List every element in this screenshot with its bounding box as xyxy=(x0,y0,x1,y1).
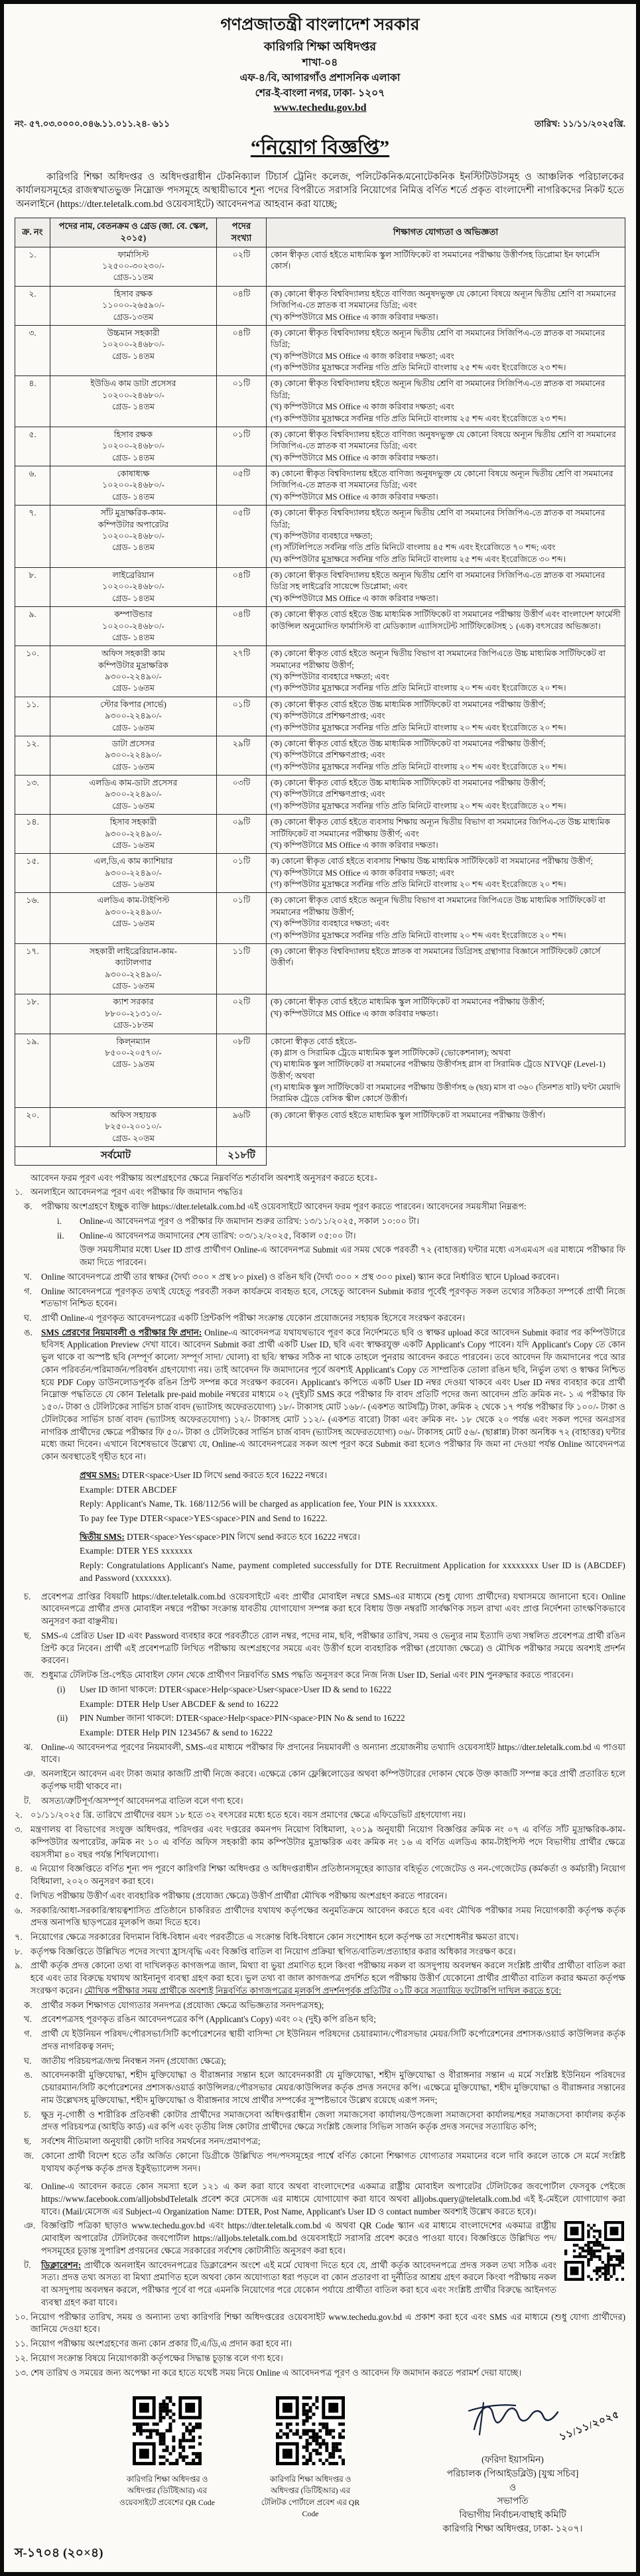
directorate-name: কারিগরি শিক্ষা অধিদপ্তর xyxy=(263,39,377,53)
instruction-marker: ঘ. xyxy=(24,2055,32,2066)
instruction-item xyxy=(57,1469,625,1482)
instruction-item xyxy=(24,2013,625,2026)
instruction-marker: গ. xyxy=(24,2029,32,2039)
instruction-item xyxy=(24,2135,625,2148)
serial-cell: ১৯. xyxy=(15,1034,50,1107)
instruction-item xyxy=(15,2352,625,2365)
instructions xyxy=(15,1172,625,2380)
instruction-item xyxy=(15,2367,625,2380)
table-row xyxy=(15,854,625,893)
instruction-item xyxy=(24,1669,625,1682)
post-count-cell: ০১টি xyxy=(217,893,267,944)
qualification-cell: (ক) কোনো স্বীকৃত বিশ্ববিদ্যালয় হইতে বাণিজ্য অনুষদভুক্ত যে কোনো বিষয়ে অন্যূন দ্বিতীয় শ্রেণি বা সমমানের সিজিপিএ-তে স্নাতক বা সমমানের ডিগ্রি; এবং (খ) কম্পিউটারে MS Office এ কাজ করিবার দক্ষতা। xyxy=(267,427,625,466)
post-name-cell: এল,ডি,এ কাম ক্যাশিয়ার ৯৩০০-২২৪৯০/- গ্রেড- ১৬তম xyxy=(50,854,217,893)
instruction-text: নিয়োগ পরীক্ষায় অংশগ্রহণের জন্য কোন প্রকার টি,এ/ডি,এ প্রদান করা হবে না। xyxy=(31,2339,292,2349)
instruction-item xyxy=(24,2000,625,2012)
serial-cell: ৫. xyxy=(15,427,50,466)
instruction-item xyxy=(57,1531,625,1544)
post-name-cell: হিসাব সহকারী ৯৩০০-২২৪৯০/- গ্রেড- ১৬তম xyxy=(50,815,217,854)
address-line-1: এফ-৪/বি, আগারগাঁও প্রশাসনিক এলাকা xyxy=(239,72,401,84)
qualification-cell: ক) কোনো স্বীকৃত বিশ্ববিদ্যালয় হইতে বাণিজ্য অনুষদভুক্ত যে কোনো বিষয়ে অন্যূন দ্বিতীয় শ্রেণি বা সমমানের সিজিপিএ-তে স্নাতক বা সমমানের ডিগ্রি; এবং (খ) কম্পিউটারে MS Office এ কাজ করিবার দক্ষতা। xyxy=(267,466,625,506)
qualification-cell: (ক) কোনো স্বীকৃত বোর্ড হইতে মাধ্যমিক স্কুল সার্টিফিকেট বা সমমানের পরীক্ষায় উত্তীর্ণ। xyxy=(267,1107,625,1146)
serial-cell: ১৩. xyxy=(15,776,50,815)
post-count-cell: ০১টি xyxy=(217,854,267,893)
table-row xyxy=(15,286,625,325)
intro-paragraph: কারিগরি শিক্ষা অধিদপ্তর ও অধিদপ্তরাধীন টেকনিক্যাল টিচার্স ট্রেনিং কলেজ, পলিটেকনিক/মনোটেকনিক ইনস্টিটিউটসমূহ ও আঞ্চলিক পরিচালকের কার্যালয়সমূহের রাজস্বখাতভুক্ত নিম্নোক্ত পদসমূহে অস্থায়ীভাবে শূন্য পদের বিপরীতে সরাসরি নিয়োগের নিমিত্ত বর্ণিত শর্তে প্রকৃত বাংলাদেশী নাগরিকদের নিকট হতে অনলাইনে (https://dter.teletalk.com.bd ওয়েবসাইটে) আবেদনপত্র আহবান করা যাচ্ছে; xyxy=(16,171,624,210)
post-name-cell: লাইব্রেরিয়ান ১০২০০-২৪৬৮০/- গ্রেড- ১৪তম xyxy=(50,568,217,607)
instruction-text: সরকারি/আধা-সরকারি/স্বায়ত্বশাসিত প্রতিষ্ঠানে চাকরিরত প্রার্থীদের যথাযথ কর্তৃপক্ষের অনুমতিক্রমে আবেদন করতে হবে এবং মৌখিক পরীক্ষার সময় নিয়োগকারী কর্তৃপক্ষ কর্তৃক প্রদত্ত অনাপত্তি ছাড়পত্রের মূলকপি জমা দিতে হবে। xyxy=(31,1905,625,1928)
qualification-cell: (ক) কোনো স্বীকৃত বিশ্ববিদ্যালয় হইতে অন্যূন দ্বিতীয় শ্রেণি বা সমমানের সিজিপিএ-তে স্নাতক বা সমমানের ডিগ্রি; (খ) কম্পিউটার ব্যবহারে দক্ষতা; (গ) সাঁটলিপিতে সর্বনিম্ন গতি প্রতি মিনিটে বাংলায় ৪৫ শব্দ এবং ইংরেজিতে ৭০ শব্দ; এবং (ঘ) কম্পিউটার মুদ্রাক্ষরে সর্বনিম্ন গতি প্রতি মিনিটে বাংলায় ২৫ শব্দ এবং ইংরেজিতে ৩০ শব্দ। xyxy=(267,506,625,568)
serial-cell: ২. xyxy=(15,286,50,325)
instruction-lead: দ্বিতীয় SMS: xyxy=(80,1531,125,1542)
post-name-cell: হিসাব রক্ষক ১১০০০-২৬৫৯০/- গ্রেড-১৩তম xyxy=(50,286,217,325)
qualification-cell: (ক) কোনো স্বীকৃত বোর্ড হইতে উচ্চ মাধ্যমিক সার্টিফিকেট বা সমমানের পরীক্ষায় উত্তীর্ণ; (খ) কম্পিউটারে প্রশিক্ষণপ্রাপ্ত; এবং (গ) কম্পিউটার মুদ্রাক্ষরে সর্বনিম্ন গতি প্রতি মিনিটে বাংলায় ২০ শব্দ এবং ইংরেজিতে ২০ শব্দ। xyxy=(267,776,625,815)
qualification-cell: (ক) কোনো স্বীকৃত বিশ্ববিদ্যালয় হইতে স্নাতক বা সমমানের ডিগ্রিসহ গ্রন্থাগার বিজ্ঞানে সার্টিফিকেট কোর্সে উত্তীর্ণ। xyxy=(267,943,625,994)
post-count-cell: ০২টি xyxy=(217,247,267,286)
signature-date: ১১/১১/২০২৫ xyxy=(558,2409,621,2443)
instruction-item xyxy=(24,1312,625,1325)
serial-cell: ১৫. xyxy=(15,854,50,893)
instruction-item xyxy=(24,2109,625,2134)
serial-cell: ১২. xyxy=(15,736,50,775)
instruction-marker: ঘ. xyxy=(24,1312,32,1323)
instruction-marker: ঞ. xyxy=(24,2220,36,2231)
serial-cell: ৩. xyxy=(15,325,50,376)
serial-cell: ৪. xyxy=(15,376,50,427)
table-row xyxy=(15,568,625,607)
instruction-text: প্রার্থীকে অনলাইন আবেদনপত্রের ডিক্লারেশন অংশে এই মর্মে ঘোষণা দিতে হবে যে, প্রার্থী কর্তৃক আবেদনপত্রে প্রদত্ত সকল তথ্য সঠিক এবং সত্য। প্রদত্ত তথ্য অসত্য বা মিথ্যা প্রমাণিত হলে অথবা কোন অযোগ্যতা ধরা পড়লে বা কোন প্রতারণা বা দুর্নীতির আশ্রয় গ্রহণ করলে কিংবা পরীক্ষায় নকল বা অসদুপায় অবলম্বন করলে, পরীক্ষার পূর্বে বা পরে এমনকি নিয়োগের পরে যেকোন পর্যায়ে প্রার্থীতা বাতিল করা হবে এবং সংশ্লিষ্ট প্রার্থীর বিরুদ্ধে আইনগত ব্যবস্থা গ্রহণ করা যাবে। xyxy=(41,2260,557,2307)
qr-code-icon xyxy=(133,2396,202,2469)
positions-table-body xyxy=(15,247,625,1165)
instruction-marker: চ. xyxy=(24,1591,31,1601)
qualification-cell: (ক) কোনো স্বীকৃত বোর্ড হইতে অন্যূন দ্বিতীয় বিভাগ বা সমমানের জিপিএতে উচ্চ মাধ্যমিক সার্টিফিকেট বা সমমানের পরীক্ষায় উত্তীর্ণ; (খ) কম্পিউটার ব্যবহারে দক্ষতা; এবং (গ) কম্পিউটার মুদ্রাক্ষরে সর্বনিম্ন গতি প্রতি মিনিটে বাংলায় ২০ শব্দ এবং ইংরেজিতে ২০ শব্দ। xyxy=(267,893,625,944)
instruction-item xyxy=(57,1244,625,1268)
signatory-name: (ফরিদা ইয়াসমিন) xyxy=(481,2455,544,2465)
instruction-text: আবেদনকারী মুক্তিযোদ্ধা, শহীদ মুক্তিযোদ্ধা ও বীরাঙ্গনার সন্তান হলে আবেদনকারী যে মুক্তিযোদ্ধা, শহীদ মুক্তিযোদ্ধা ও বীরাঙ্গনার সন্তান এ মর্মে সংশ্লিষ্ট ইউনিয়ন পরিষদের চেয়ারম্যান/সিটি কর্পোরেশনের প্রশাসক/ওয়ার্ড কাউন্সিলর/পৌরসভার মেয়র/কাউন্সিলর কর্তৃক প্রদত্ত সনদের কপি। এক্ষেত্রে মুক্তিযোদ্ধা, শহীদ মুক্তিযোদ্ধা ও বীরাঙ্গনার সন্তানের নাম উল্লেখসহ মুক্তিযোদ্ধা, শহীদ মুক্তিযোদ্ধা ও বীরাঙ্গনার সাথে প্রার্থীর সম্পর্কের সুস্পষ্টভাবে উল্লেখ রয়েছে এরূপ সনদ; xyxy=(41,2070,625,2105)
instruction-item xyxy=(24,1591,625,1628)
instruction-text: ক্ষুদ্র নৃ-গোষ্ঠী ও শারীরিক প্রতিবন্ধী কোটার প্রার্থীদের সমাজসেবা অধিদপ্তরাধীন জেলা সমাজসেবা কার্যালয়/উপজেলা সমাজসেবা কার্যালয়/শহর সমাজসেবা কার্যালয় কর্তৃক প্রদত্ত পরিচয়পত্র (আইডি কার্ড) এর কপি এবং তৃতীয় লিঙ্গ কোটার প্রার্থীদের ক্ষেত্রে সংশ্লিষ্ট জেলার সিভিল সার্জন কর্তৃক প্রদত্ত সনদের সত্যায়িত কপি; xyxy=(41,2109,625,2132)
qualification-cell: (ক) কোনো স্বীকৃত বিশ্ববিদ্যালয় হইতে অন্যূন দ্বিতীয় শ্রেণি বা সমমানের সিজিপিএ-তে স্নাতক বা সমমানের ডিগ্রি; (খ) কম্পিউটারে MS Office এ কাজ করিবার দক্ষতা; এবং (গ) কম্পিউটার মুদ্রাক্ষরে সর্বনিম্ন গতি প্রতি মিনিটে বাংলায় ২৫ শব্দ এবং ইংরেজিতে ২৩ শব্দ। xyxy=(267,325,625,376)
post-name-cell: এলডিএ কাম-ডাটা প্রসেসর ৯৩০০-২২৪৯০/- গ্রেড- ১৬তম xyxy=(50,776,217,815)
table-row xyxy=(15,466,625,506)
government-title: গণপ্রজাতন্ত্রী বাংলাদেশ সরকার xyxy=(220,16,420,34)
instruction-marker: ১২. xyxy=(15,2352,29,2363)
post-count-cell: ০১টি xyxy=(217,697,267,736)
instruction-text: To pay fee Type DTER<space>YES<space>PIN and Send to 16222. xyxy=(80,1513,328,1523)
instruction-text: মন্ত্রণালয় বা বিভাগের সংযুক্ত অধিদপ্তর, পরিদপ্তর এবং দপ্তরের কমনপদ নিয়োগ বিধিমালা, ২০১৯ অনুযায়ী নিয়োগ বিজ্ঞপ্তির ক্রমিক নং ০৭ এ বর্ণিত সাঁট মুদ্রাক্ষরিক-কাম-কম্পিউটার অপারেটর, ক্রমিক নং ১০ এ বর্ণিত অফিস সহকারী কাম কম্পিউটার মুদ্রাক্ষরিক এবং ক্রমিক নং ১৬ এ বর্ণিত এলডিএ কাম-টাইপিস্ট পদে বিভাগীয় প্রার্থীর ক্ষেত্রে বয়সসীমা ৪০ বছর পর্যন্ত শিথিলযোগ্য। xyxy=(31,1824,625,1860)
qr-caption: কারিগরি শিক্ষা অধিদপ্তর ও অধিদপ্তর (ডিটিইআর) এর ওয়েবসাইটে প্রবেশের QR Code xyxy=(119,2474,215,2507)
instruction-marker: i. xyxy=(57,1215,62,1226)
instruction-item xyxy=(57,1498,625,1511)
instruction-item xyxy=(15,1946,625,1958)
post-name-cell: কম্পাউন্ডার ১০২০০-২৪৬৮০/- গ্রেড- ১৪তম xyxy=(50,607,217,646)
instruction-text: Online-এ আবেদনপত্র যথাযথভাবে পূরণ করে নির্দেশমতে ছবি ও স্বাক্ষর upload করে আবেদন Submit করার পর কম্পিউটারে ছবিসহ Application Preview দেখা যাবে। আবেদন Submit করা প্রার্থী একটি User ID, ছবি এবং স্বাক্ষরযুক্ত একটি Applicant's Copy পাবেন। যদি Applicant's Copy তে কোন ভুল থাকে বা অস্পষ্ট ছবি (সম্পূর্ণ কালো/ সম্পূর্ণ সাদা/ ঘোলা) বা ছবি/ স্বাক্ষর সঠিক না থাকে তাহলে পুনরায় আবেদন করতে পারবেন। তবে আবেদন ফি জমাদানের পরে আর কোন পরিবর্তন/পরিমার্জন/পরিবর্ধন গ্রহণযোগ্য নয়। তাই আবেদন ফি জমাদানের পূর্বে অবশ্যই Applicant's Copy তে সাম্প্রতিক তোলা রঙিন ছবি, নির্ভুল তথ্য ও স্বাক্ষর নিশ্চিত হয়ে PDF Copy ডাউনলোডপূর্বক রঙিন প্রিন্ট সম্পন্ন করে সংরক্ষণ করবেন। Applicant's কপিতে একটি User ID নম্বর দেওয়া থাকবে এবং User ID নম্বর ব্যবহার করে প্রার্থী নিম্নোক্ত পদ্ধতিতে যে কোন Teletalk pre-paid mobile নম্বরের মাধ্যমে ০২ (দুই)টি SMS করে পরীক্ষার ফি বাবদ প্রতিটি পদের জন্য আবেদন প্রতি ক্রমিক নং- ১ এ পরীক্ষার ফি ১৫০/- টাকা ও টেলিটকের সার্ভিস চার্জ বাবদ (ভ্যাটসহ অফেরতযোগ্য) ১৮/- টাকাসহ মোট ১৬৮/- (একশত আটষট্টি) টাকা, ক্রমিক ২ থেকে ১৭ পর্যন্ত পরীক্ষার ফি ১০০/- টাকা ও টেলিটকের সার্ভিস চার্জ বাবদ (ভ্যাটসহ অফেরতযোগ্য) ১২/- টাকাসহ মোট ১১২/- (একশত বারো) টাকা এবং ক্রমিক নং- ১৮ থেকে ২০ পর্যন্ত এবং সকল পদের অনগ্রসর নাগরিক প্রার্থীদের ক্ষেত্রে পরীক্ষার ফি ৫০/- টাকা ও টেলিটকের সার্ভিস চার্জ বাবদ (ভ্যাটসহ অফেরতযোগ্য) ০৬/- টাকাসহ মোট ৫৬/- (ছাপ্পান্ন) টাকা অনধিক ৭২ (বাহাত্তর) ঘন্টার মধ্যে জমা দিবেন। এখানে বিশেষভাবে উল্লেখ্য যে, Online-এ আবেদনপত্রের সকল অংশ পূরণ করে Submit করা হলেও পরীক্ষার ফি জমা না দেওয়া পর্যন্ত Online আবেদনপত্র কোন অবস্থাতেই গৃহীত হবে না। xyxy=(41,1327,625,1462)
serial-cell: ৬. xyxy=(15,466,50,506)
instruction-marker: খ. xyxy=(24,2014,32,2025)
qualification-cell: (ক) কোনো স্বীকৃত বোর্ড হইতে উচ্চ মাধ্যমিক সার্টিফিকেট বা সমমানের পরীক্ষায় উত্তীর্ণ এবং বাংলাদেশ ফার্মেসী কাউন্সিল অনুমোদিত ফার্মাসিস্ট বা মেডিক্যাল এ্যাসিসটেন্ট সার্টিফিকেটসহ ১ (এক) বৎসরের অভিজ্ঞতা। xyxy=(267,607,625,646)
instruction-text: অসত্য/ত্রুটিপূর্ণ/অসম্পূর্ণ আবেদনপত্র বাতিল বলে গণ্য হবে। xyxy=(41,1795,243,1806)
instruction-item xyxy=(24,2150,625,2175)
instruction-item xyxy=(24,2220,625,2257)
col-post: পদের নাম, বেতনক্রম ও গ্রেড (জা. বে. স্কেল, ২০১৫) xyxy=(50,218,217,247)
instruction-marker: ৬. xyxy=(15,1905,23,1915)
qualification-cell: (ক) কোনো স্বীকৃত বোর্ড হইতে ব্যবসায় শিক্ষায় অন্যূন দ্বিতীয় বিভাগ বা সমমানের জিপিএ-তে উচ্চ মাধ্যমিক সার্টিফিকেট বা সমমানের পরীক্ষায় উত্তীর্ণ; এবং (খ) কম্পিউটারে MS Office এ কাজ করিবার দক্ষতা। xyxy=(267,815,625,854)
post-name-cell: কিল্নম্যান ৮৫০০-২০৫৭০/- গ্রেড- ১৯তম xyxy=(50,1034,217,1107)
instruction-marker: ক. xyxy=(24,2000,32,2010)
post-count-cell: ০৯টি xyxy=(217,815,267,854)
instruction-item xyxy=(24,1630,625,1667)
notice-date: তারিখ: ১১/১১/২০২৫খ্রি. xyxy=(535,118,625,129)
instruction-lead: ডিক্লারেশন: xyxy=(41,2260,82,2270)
instruction-item xyxy=(57,1545,625,1558)
signature-block xyxy=(400,2396,625,2536)
signatory-designation: পরিচালক (পিআইডব্লিউ) [যুগ্ম সচিব] xyxy=(446,2468,579,2478)
signatory-role: সভাপতি xyxy=(497,2496,529,2506)
qr-caption: কারিগরি শিক্ষা অধিদপ্তর ও অধিদপ্তর (ডিটিইআর) এর টেলিটক পোর্টালে প্রবেশ এর QR Code xyxy=(261,2474,360,2518)
signatory-office: কারিগরি শিক্ষা অধিদপ্তর, ঢাকা- ১২০৭। xyxy=(442,2523,583,2534)
total-count: ২১৮টি xyxy=(217,1146,267,1165)
instruction-item xyxy=(24,1795,625,1808)
signatory-and: ও xyxy=(509,2482,517,2492)
post-name-cell: অফিস সহায়ক ৮২৫০-২০০১০/- গ্রেড- ২০তম xyxy=(50,1107,217,1146)
instruction-marker: ক. xyxy=(24,1201,32,1212)
instruction-lead: প্রথম SMS: xyxy=(80,1469,120,1480)
instruction-item xyxy=(24,2069,625,2106)
instruction-marker: ৪. xyxy=(15,1864,23,1874)
instruction-marker: ছ. xyxy=(24,1630,32,1641)
instruction-text: Online-এ আবেদনপত্র পূরণের নিয়মাবলী, SMS-এর মাধ্যমে পরীক্ষার ফি প্রদানের নিয়মাবলী ও অন্যান্য প্রয়োজনীয় তথ্যাদি ওয়েবসাইট https://dter.teletalk.com.bd এ পাওয়া যাবে। xyxy=(41,1741,625,1765)
instruction-marker: ২. xyxy=(15,1810,23,1820)
instruction-item xyxy=(24,1741,625,1766)
instruction-text: SMS-এ প্রেরিত User ID এবং Password ব্যবহার করে পরবর্তীতে রোল নম্বর, পদের নাম, ছবি, পরীক্ষার তারিখ, সময় ও ভেন্যুর নাম ইত্যাদি তথ্য সম্বলিত প্রবেশপত্র প্রার্থী রঙিন প্রিন্ট করে নিবেন। প্রার্থী এই প্রবেশপত্রটি লিখিত পরীক্ষায় অংশগ্রহণের সময়ে এবং উত্তীর্ণ হলে ব্যবহারিক পরীক্ষা (প্রযোজ্য ক্ষেত্রে) ও মৌখিক পরীক্ষার সময়ে অবশ্যই প্রদর্শন করবেন। xyxy=(41,1630,625,1666)
instruction-text: প্রার্থী Online-এ পূরণকৃত আবেদনপত্রের একটি প্রিন্টকপি পরীক্ষা সংক্রান্ত যেকোন প্রয়োজনের সহায়ক হিসেবে সংরক্ষণ করবেন। xyxy=(41,1312,466,1323)
instruction-item xyxy=(24,2028,625,2053)
table-row xyxy=(15,427,625,466)
table-row xyxy=(15,943,625,994)
instruction-text: Online-এ আবেদন করতে কোন সমস্যা হলে ১২১ এ কল করা যাবে অথবা বাংলাদেশের একমাত্র রাষ্ট্রীয় মোবাইল অপারেটর টেলিটকের জবপোর্টাল ফেসবুক পেইজে https://www.facebook.com/alljobsbdTeletalk প্রবেশ করে মেসেজ এর মাধ্যমে যোগাযোগ করা যাবে অথবা alljobs.query@teletalk.com.bd এই ই-মেইলে যোগাযোগ করা যাবে। (Mail/মেসেজ এর Subject-এ Organization Name: DTER, Post Name, Applicant's User ID ও contact number অবশ্যই উল্লেখ করতে হবে)। xyxy=(41,2181,625,2216)
instruction-text: ০১/১১/২০২৫ খ্রি. তারিখে প্রার্থীদের বয়স ১৮ হতে ৩২ বৎসরের মধ্যে হতে হবে। বয়স প্রমাণের ক্ষেত্রে এফিডেভিট গ্রহণযোগ্য নয়। xyxy=(31,1810,466,1820)
instruction-text: আবেদন ফরম পূরণ এবং পরীক্ষায় অংশগ্রহণের ক্ষেত্রে নিম্নবর্ণিত শর্তাবলি অবশ্যই অনুসরণ করতে হবেঃ- xyxy=(31,1172,377,1183)
post-count-cell: ০৫টি xyxy=(217,506,267,568)
post-count-cell: ০৪টি xyxy=(217,568,267,607)
instruction-marker: ঙ. xyxy=(24,2070,32,2080)
post-count-cell: ০৫টি xyxy=(217,466,267,506)
instruction-marker: ১১. xyxy=(15,2339,29,2349)
qr-block-website xyxy=(114,2396,220,2519)
instruction-text: User ID জানা থাকলে: DTER<space>Help<space>User<space>User ID & send to 16222 xyxy=(80,1684,392,1694)
col-count: পদের সংখ্যা xyxy=(217,218,267,247)
total-empty xyxy=(267,1146,625,1165)
instruction-marker: জ. xyxy=(24,1670,34,1680)
instruction-item xyxy=(57,1484,625,1497)
instruction-marker: গ. xyxy=(24,1286,32,1296)
table-row xyxy=(15,506,625,568)
instruction-text: কর্তৃপক্ষ বিজ্ঞপ্তিতে উল্লিখিত পদের সংখ্যা হ্রাস/বৃদ্ধি এবং বিজ্ঞপ্তি বাতিল বা নিয়োগ প্রক্রিয়া স্থগিত/বাতিল/প্রত্যাহার করার অধিকার সংরক্ষণ করে। xyxy=(31,1946,516,1956)
post-name-cell: স্টোর কিপার (সার্ভে) ৯৩০০-২২৪৯০/- গ্রেড- ১৬তম xyxy=(50,697,217,736)
instruction-text: নিয়োগ পরীক্ষার তারিখ, সময় ও অন্যান্য তথ্য কারিগরি শিক্ষা অধিদপ্তরের ওয়েবসাইট www.techedu.gov.bd এ প্রকাশ করা হবে এবং SMS এর মাধ্যমে (শুধু যোগ্য প্রার্থীদের) জানিয়ে দেওয়া হবে। xyxy=(31,2311,625,2335)
qr-pair xyxy=(114,2396,363,2519)
instruction-text: প্রার্থী যে ইউনিয়ন পরিষদ/পৌরসভা/সিটি কর্পোরেশনের স্থায়ী বাসিন্দা সে ইউনিয়ন পরিষদের চেয়ারম্যান/পৌরসভার মেয়র/সিটি কর্পোরেশনের প্রশাসক/ওয়ার্ড কাউন্সিলর কর্তৃক প্রদত্ত নাগরিকত্ব সনদ; xyxy=(41,2029,625,2051)
memo-number: নং- ৫৭.০৩.০০০০.০৪৬.১১.০১১.২৪- ৬১১ xyxy=(15,118,170,129)
qualification-cell: (ক) কোনো স্বীকৃত বোর্ড হইতে অন্যূন দ্বিতীয় বিভাগ বা সমমানের জিপিএতে উচ্চ মাধ্যমিক সার্টিফিকেট বা সমমানের পরীক্ষায় উত্তীর্ণ; (খ) কম্পিউটার ব্যবহারে দক্ষতা; এবং (গ) কম্পিউটার মুদ্রাক্ষরে সর্বনিম্ন গতি প্রতি মিনিটে বাংলায় ২০ শব্দ এবং ইংরেজিতে ২০ শব্দ। xyxy=(267,646,625,697)
post-count-cell: ০১টি xyxy=(217,427,267,466)
instruction-item xyxy=(24,2055,625,2068)
post-count-cell: ১১টি xyxy=(217,943,267,994)
qualification-cell: (ক) কোনো স্বীকৃত বোর্ড হইতে মাধ্যমিক স্কুল সার্টিফিকেট বা সমমানের পরীক্ষায় উত্তীর্ণ; (খ) কম্পিউটারে MS Office এ কাজ করিবার দক্ষতা। xyxy=(267,994,625,1034)
post-count-cell: ২৯টি xyxy=(217,736,267,775)
instruction-item xyxy=(57,1513,625,1525)
instruction-item xyxy=(24,2181,625,2218)
serial-cell: ১. xyxy=(15,247,50,286)
instruction-marker: ঞ. xyxy=(24,1769,36,1779)
instruction-marker: ৩. xyxy=(15,1824,23,1835)
post-count-cell: ০৮টি xyxy=(217,1034,267,1107)
table-row xyxy=(15,815,625,854)
instruction-item xyxy=(24,1271,625,1284)
table-header-row xyxy=(15,218,625,247)
instruction-text: প্রবেশপত্র প্রাপ্তির বিষয়টি https://dter.teletalk.com.bd ওয়েবসাইটে এবং প্রার্থীর মোবাইল নম্বরে SMS-এর মাধ্যমে (শুধু যোগ্য প্রার্থীদের) যথাসময়ে জানানো হবে। Online আবেদনপত্রে প্রার্থীর প্রদত্ত মোবাইল নম্বরে পরীক্ষা সংক্রান্ত যাবতীয় যোগাযোগ সম্পন্ন করা হবে বিধায় উক্ত নম্বরটি সার্বক্ষণিক সচল রাখা এবং প্রাপ্ত নির্দেশনা তাৎক্ষণিকভাবে অনুসরণ করা বাঞ্ছনীয়। xyxy=(41,1591,625,1627)
instruction-text: অনলাইনে আবেদন এবং টাকা জমার কাজটি প্রার্থী নিজে করবে। এক্ষেত্রে কোন ফ্লেক্সিলোডের অথবা কম্পিউটারের দোকান থেকে উক্ত কাজটি সম্পন্ন করে প্রার্থী প্রতারিত হলে কর্তৃপক্ষ দায়ী থাকবে না। xyxy=(41,1769,625,1791)
post-name-cell: ক্যাশ সরকার ৮৮০০-২১৩১০/- গ্রেড-১৮তম xyxy=(50,994,217,1034)
table-row xyxy=(15,776,625,815)
website-link: www.techedu.gov.bd xyxy=(273,102,367,114)
serial-cell: ১৪. xyxy=(15,815,50,854)
instruction-item xyxy=(24,2260,625,2309)
instruction-marker: ট. xyxy=(24,1795,31,1806)
table-row xyxy=(15,697,625,736)
instruction-marker: (i) xyxy=(57,1684,66,1694)
instruction-text: কোনো প্রার্থী বিদেশ হতে তাঁর অর্জিত কোনো ডিগ্রীকে উল্লিখিত পদ/পদসমূহের পার্শ্বে বর্ণিত কোনো শিক্ষাগত যোগ্যতার সমমানের বলে দাবি করলে তাকে সে মর্মে সংশ্লিষ্ট যথাযথ কর্তৃপক্ষ কর্তৃক প্রদত্ত ইকুইভ্যালেন্স সনদ। xyxy=(41,2150,625,2173)
instruction-item xyxy=(15,2311,625,2336)
instruction-text: লিখিত পরীক্ষায় উত্তীর্ণ এবং ব্যবহারিক পরীক্ষায় (প্রযোজ্য ক্ষেত্রে) উত্তীর্ণ প্রার্থীরা মৌখিক পরীক্ষায় অংশগ্রহণ করতে পারবেন। xyxy=(31,1890,448,1901)
instruction-marker: ১৩. xyxy=(15,2367,29,2378)
serial-cell: ১০. xyxy=(15,646,50,697)
instruction-text: অনলাইনে আবেদনপত্র পূরণ এবং পরীক্ষার ফি জমাদান পদ্ধতিঃ xyxy=(31,1187,243,1197)
table-row xyxy=(15,1107,625,1146)
instruction-marker: ঝ. xyxy=(24,1741,33,1752)
address-line-2: শের-ই-বাংলা নগর, ঢাকা- ১২০৭ xyxy=(255,88,385,100)
instruction-text: পরীক্ষায় অংশগ্রহণে ইচ্ছুক ব্যক্তি https://dter.teletalk.com.bd এই ওয়েবসাইটে আবেদন ফরম পূরণ করতে পারবেন। আবেদনের সময়সীমা নিম্নরূপ: xyxy=(41,1201,527,1212)
instruction-text: Online-এ আবেদনপত্র পূরণ ও পরীক্ষার ফি জমাদান শুরুর তারিখ: ১৩/১১/২০২৫, সকাল ১০:০০ টা। xyxy=(80,1215,420,1226)
instruction-text: উক্ত সময়সীমার মধ্যে User ID প্রাপ্ত প্রার্থীগণ Online-এ আবেদনপত্র Submit এর সময় থেকে পরবর্তী ৭২ (বাহাত্তর) ঘন্টার মধ্যে এসএমএস এর মাধ্যমে পরীক্ষার ফি জমা দিতে পারবেন। xyxy=(80,1245,625,1268)
instruction-text: Online-এ আবেদনপত্র জমাদানের শেষ তারিখ: ০৩/১২/২০২৫, বিকাল ০৫:০০ টা। xyxy=(80,1230,356,1241)
instruction-item xyxy=(15,1172,625,1185)
qualification-cell: (ক) কোনো স্বীকৃত বিশ্ববিদ্যালয় হইতে বাণিজ্য অনুষদভুক্ত যে কোনো বিষয়ে অন্যূন দ্বিতীয় শ্রেণি বা সমমানের সিজিপিএ-তে স্নাতক বা সমমানের ডিগ্রি; এবং (খ) কম্পিউটারে MS Office এ কাজ করিবার দক্ষতা। xyxy=(267,286,625,325)
instruction-text: বিজ্ঞপ্তিটি পত্রিকা ছাড়াও www.techedu.gov.bd এবং https://dter.teletalk.com.bd এ অথবা QR Code স্ক্যান এর মাধ্যমে বাংলাদেশের একমাত্র রাষ্ট্রীয় মোবাইল অপারেটর টেলিটকের জবপোর্টাল https://alljobs.teletalk.com.bd ওয়েবসাইটে সরাসরি প্রবেশ করেও পাওয়া যাবে। বিজ্ঞপ্তিতে উল্লিখিত পদ/পদসমূহের চূড়ান্ত সুপারিশ প্রণয়নের ক্ষেত্রে সরকারের সর্বশেষ কোটানীতি অনুসরণ করা হবে। xyxy=(41,2220,556,2256)
qualification-cell: কোনো স্বীকৃত বোর্ড হইতে- (ক) গ্লাস ও সিরামিক ট্রেডে মাধ্যমিক স্কুল সার্টিফিকেট (ভোকেশনাল); অথবা (খ) মাধ্যমিক স্কুল সার্টিফিকেট বা সমমানের পরীক্ষায় উত্তীর্ণসহ গ্লাস বা সিরামিক ট্রেডে NTVQF (Level-1) উত্তীর্ণ; অথবা (গ) মাধ্যমিক স্কুল সার্টিফিকেট বা সমমানের পরীক্ষায় উত্তীর্ণসহ ৬ (ছয়) মাস বা ৩৬০ (তিনশত ষাট) ঘন্টা মেয়াদি সিরামিক ট্রেডে বেসিক স্কীল কোর্সে উত্তীর্ণ। xyxy=(267,1034,625,1107)
qualification-cell: (ক) কোনো স্বীকৃত বোর্ড হইতে উচ্চ মাধ্যমিক সার্টিফিকেট বা সমমানের পরীক্ষায় উত্তীর্ণ; (খ) কম্পিউটারে প্রশিক্ষণপ্রাপ্ত; এবং (গ) কম্পিউটার মুদ্রাক্ষরে সর্বনিম্ন গতি প্রতি মিনিটে বাংলায় ২০ শব্দ এবং ইংরেজিতে ২০ শব্দ। xyxy=(267,736,625,775)
instruction-text: Online আবেদনপত্রে পূরণকৃত তথ্যই যেহেতু পরবর্তী সকল কার্যক্রমে ব্যবহৃত হবে, সেহেতু আবেদন Submit করার পূর্বেই পূরণকৃত সকল তথ্যের সঠিকতা সম্পর্কে প্রার্থী নিজে শতভাগ নিশ্চিত হবেন। xyxy=(41,1286,625,1309)
instruction-marker: ছ. xyxy=(24,2136,32,2147)
instruction-marker: চ. xyxy=(24,2109,31,2120)
instruction-text: Reply: Congratulations Applicant's Name, payment completed successfully for DTE Recruitment Application for xxxxxxxx User ID is (ABCDEF) and Password (xxxxxxx). xyxy=(80,1560,625,1583)
serial-cell: ১৬. xyxy=(15,893,50,944)
instruction-text: PIN Number জানা থাকলে: DTER<space>Help<space>PIN<space>PIN No & send to 16222 xyxy=(80,1713,405,1724)
qualification-cell: (ক) কোনো স্বীকৃত বিশ্ববিদ্যালয় হইতে অন্যূন দ্বিতীয় শ্রেণি বা সমমানের সিজিপিএ-তে স্নাতক বা সমমানের ডিগ্রি সহ লাইব্রেরি সায়েন্সে ডিপ্লোমা; এবং (খ) কম্পিউটারে MS Office এ কাজ করিবার দক্ষতা। xyxy=(267,568,625,607)
instruction-item xyxy=(15,1905,625,1929)
page-title: “নিয়োগ বিজ্ঞপ্তি” xyxy=(250,136,390,159)
post-count-cell: ০১টি xyxy=(217,376,267,427)
instruction-text: শেষ তারিখ ও সময়ের জন্য অপেক্ষা না করে হাতে যথেষ্ট সময় নিয়ে Online এ আবেদনপত্র পূরণ ও আবেদন ফি জমাদান করতে পরামর্শ দেয়া যাচ্ছে। xyxy=(31,2367,522,2378)
instruction-text: প্রার্থীর সকল শিক্ষাগত যোগ্যতার সনদপত্র (প্রযোজ্য ক্ষেত্রে অভিজ্ঞতার সনদপত্রসহ); xyxy=(41,2000,324,2010)
qualification-cell: কোন স্বীকৃত বোর্ড হইতে মাধ্যমিক স্কুল সার্টিফিকেট বা সমমানের পরীক্ষায় উত্তীর্ণসহ ডিপ্লোমা ইন ফার্মেসি কোর্স। xyxy=(267,247,625,286)
instruction-item xyxy=(15,1824,625,1861)
post-name-cell: সাঁট মুদ্রাক্ষরিক-কাম- কম্পিউটার অপারেটর ১০২০০-২৪৬৮০/- গ্রেড- ১৪তম xyxy=(50,506,217,568)
instruction-marker: খ. xyxy=(24,1271,32,1282)
instruction-text: Online আবেদনপত্রে প্রার্থী তার স্বাক্ষর (দৈর্ঘ্য ৩০০ × প্রস্থ ৮০ pixel) ও রঙিন ছবি (দৈর্ঘ্য ৩০০ × প্রস্থ ৩০০ pixel) স্ক্যান করে নির্ধারিত স্থানে Upload করবেন। xyxy=(41,1271,560,1282)
post-name-cell: হিসাব রক্ষক ১০২০০-২৪৬৮০/- গ্রেড- ১৪তম xyxy=(50,427,217,466)
instruction-item xyxy=(24,1286,625,1310)
post-name-cell: কোষাধ্যক্ষ ১০২০০-২৪৬৮০/- গ্রেড- ১৪তম xyxy=(50,466,217,506)
qualification-cell: (ক) কোনো স্বীকৃত বিশ্ববিদ্যালয় হইতে অন্যূন দ্বিতীয় শ্রেণি বা সমমানের সিজিপিএ-তে স্নাতক বা সমমানের ডিগ্রি; (খ) কম্পিউটারে MS Office এ কাজ করিবার দক্ষতা; এবং (গ) কম্পিউটার মুদ্রাক্ষরে সর্বনিম্ন গতি প্রতি মিনিটে বাংলায় ২৫ শব্দ এবং ইংরেজিতে ২৩ শব্দ। xyxy=(267,376,625,427)
post-count-cell: ৯৬টি xyxy=(217,1107,267,1146)
instruction-marker: জ. xyxy=(24,2150,34,2161)
qr-block-teletalk xyxy=(257,2396,363,2519)
instruction-item xyxy=(15,2338,625,2350)
instruction-item xyxy=(15,1931,625,1944)
instruction-text: সর্বশেষ নীতিমালা অনুযায়ী কোটা দাবির সমর্থনের সনদ/প্রমাণপত্র; xyxy=(41,2136,261,2147)
instruction-text: Example: DTER Help PIN 1234567 & send to 16222 xyxy=(80,1728,273,1737)
table-row xyxy=(15,607,625,646)
instruction-text: DTER<space>Yes<space>PIN লিখে send করতে হবে 16222 নম্বরে। xyxy=(127,1531,360,1542)
col-qualification: শিক্ষাগত যোগ্যতা ও অভিজ্ঞতা xyxy=(267,218,625,247)
post-count-cell: ০২টি xyxy=(217,994,267,1034)
post-count-cell: ০৩টি xyxy=(217,776,267,815)
serial-cell: ৮. xyxy=(15,568,50,607)
instruction-item xyxy=(57,1215,625,1228)
instruction-text: Reply: Applicant's Name, Tk. 168/112/56 will be charged as application fee, Your PIN is xxxxxxx. xyxy=(80,1499,438,1509)
instruction-marker: ৫. xyxy=(15,1890,23,1901)
serial-cell: ৭. xyxy=(15,506,50,568)
table-row xyxy=(15,646,625,697)
instruction-text: Example: DTER Help User ABCDEF & send to 16222 xyxy=(80,1698,279,1709)
branch-name: শাখা-০৪ xyxy=(302,57,338,69)
instruction-text: এ নিয়োগ বিজ্ঞপ্তিতে বর্ণিত শূন্য পদ পূরণে কারিগরি শিক্ষা অধিদপ্তর ও অধিদপ্তরাধীন প্রতিষ্ঠানসমূহের ক্যাডার বহির্ভূত গেজেটেড ও নন-গেজেটেড (কর্মকর্তা ও কর্মচারী) নিয়োগ বিধিমালা, ২০২০ অনুসরণ করা হবে। xyxy=(31,1864,625,1887)
instruction-marker: ১. xyxy=(15,1187,23,1197)
table-row xyxy=(15,325,625,376)
instruction-item xyxy=(15,1809,625,1822)
instruction-marker: ii. xyxy=(57,1230,64,1241)
instruction-marker: (ii) xyxy=(57,1713,68,1724)
post-count-cell: ২৭টি xyxy=(217,646,267,697)
signatory-committee: বিভাগীয় নির্বাচন/বাছাই কমিটি xyxy=(459,2510,566,2520)
instruction-item xyxy=(15,1890,625,1903)
qualification-cell: ক) কোনো স্বীকৃত বোর্ড হইতে ব্যবসায় শিক্ষায় উচ্চ মাধ্যমিক সার্টিফিকেট বা সমমানের পরীক্ষায় উত্তীর্ণ; (খ) কম্পিউটারে MS Office এ কাজ করিবার দক্ষতা; এবং (গ) কম্পিউটার মুদ্রাক্ষরে সর্বনিম্ন গতি প্রতি মিনিটে বাংলায় ২০ শব্দ এবং ইংরেজিতে ২০ শব্দ। xyxy=(267,854,625,893)
instruction-text: জাতীয় পরিচয়পত্র/জন্ম নিবন্ধন সনদ (প্রযোজ্য ক্ষেত্রে); xyxy=(41,2055,226,2066)
instruction-text: Example: DTER ABCDEF xyxy=(80,1484,177,1495)
post-name-cell: উচ্চমান সহকারী ১০২০০-২৪৬৮০/- গ্রেড- ১৪তম xyxy=(50,325,217,376)
instruction-item xyxy=(57,1684,625,1696)
instruction-marker: ৮. xyxy=(15,1946,23,1956)
table-row xyxy=(15,247,625,286)
instruction-text: Example: DTER YES xxxxxxx xyxy=(80,1546,193,1556)
instruction-text: DTER<space>User ID লিখে send করতে হবে 16222 নম্বরে। xyxy=(121,1469,328,1480)
qualification-cell: (ক) কোনো স্বীকৃত বোর্ড হইতে উচ্চ মাধ্যমিক সার্টিফিকেট বা সমমানের পরীক্ষায় উত্তীর্ণ; (খ) কম্পিউটারে প্রশিক্ষণপ্রাপ্ত; এবং (গ) কম্পিউটার মুদ্রাক্ষরে সর্বনিম্ন গতি প্রতি মিনিটে বাংলায় ২০ শব্দ এবং ইংরেজিতে ২০ শব্দ। xyxy=(267,697,625,736)
signature-area xyxy=(400,2396,625,2453)
post-count-cell: ০৪টি xyxy=(217,286,267,325)
instruction-marker: ৭. xyxy=(15,1932,23,1942)
instruction-item xyxy=(57,1698,625,1711)
serial-cell: ১১. xyxy=(15,697,50,736)
instruction-marker: ১০. xyxy=(15,2311,29,2322)
instruction-item xyxy=(57,1712,625,1725)
instruction-item xyxy=(24,1768,625,1793)
instruction-item xyxy=(24,1327,625,1463)
bottom-section xyxy=(15,2396,625,2536)
instruction-marker: ঙ. xyxy=(24,1327,32,1337)
instruction-lead: SMS প্রেরণের নিয়মাবলী ও পরীক্ষার ফি প্রদান: xyxy=(41,1327,202,1337)
table-row xyxy=(15,736,625,775)
qr-code-icon xyxy=(276,2396,345,2469)
serial-cell: ১৮. xyxy=(15,994,50,1034)
serial-cell: ৯. xyxy=(15,607,50,646)
post-name-cell: ডাটা প্রসেসর ৯৩০০-২২৪৯০/- গ্রেড- ১৬তম xyxy=(50,736,217,775)
post-name-cell: সহকারী লাইব্রেরিয়ান-কাম- ক্যাটালগার ৯৩০০-২২৪৯০/- গ্রেড- ১৬তম xyxy=(50,943,217,994)
instruction-text-underlined: মৌখিক পরীক্ষার সময় প্রার্থীকে অবশ্যই নিম্নবর্ণিত কাগজপত্রের মূলকপি প্রদর্শনপূর্বক প্রতিটির ০১টি করে সত্যায়িত ফটোকপি দাখিল করতে হবে: xyxy=(84,1985,562,1996)
instruction-text: শুধুমাত্র টেলিটক প্রি-পেইড মোবাইল ফোন থেকে প্রার্থীগণ নিম্নবর্ণিত SMS পদ্ধতি অনুসরণ করে নিজ নিজ User ID, Serial এবং PIN পুনরুদ্ধার করতে পারবেন। xyxy=(41,1670,574,1680)
instruction-item xyxy=(15,1186,625,1199)
press-code: স-১৭০৪ (২০×৪) xyxy=(15,2546,103,2561)
instruction-item xyxy=(57,1560,625,1584)
instruction-marker: ঝ. xyxy=(24,2181,33,2192)
total-label: সর্বমোট xyxy=(15,1146,217,1165)
instruction-item xyxy=(57,1230,625,1243)
instruction-item xyxy=(15,1863,625,1887)
post-name-cell: ফার্মাসিস্ট ১২৫০০-৩০২৩০/- গ্রেড-১১তম xyxy=(50,247,217,286)
instruction-text: প্রার্থী কর্তৃক প্রদত্ত কোনো তথ্য বা দাখিলকৃত কাগজপত্র জাল, মিথ্যা বা ভুয়া প্রমাণিত হলে কিংবা পরীক্ষায় নকল বা অসদুপায় অবলম্বন করলে সংশ্লিষ্ট প্রার্থীর প্রার্থীতা বাতিল করা হবে এবং তার বিরুদ্ধে যথাযথ আইনানুগ ব্যবস্থা গ্রহণ করা হবে। ভুল তথ্য বা জাল কাগজপত্র প্রদর্শিত হলে পরীক্ষায় উত্তীর্ণ যেকোনো প্রার্থীর প্রার্থীতা বাতিল করার ক্ষমতা কর্তৃপক্ষ সংরক্ষণ করেন। xyxy=(31,1960,625,1996)
table-total-row xyxy=(15,1146,625,1165)
serial-cell: ১৭. xyxy=(15,943,50,994)
table-row xyxy=(15,376,625,427)
col-serial: ক্র. নং xyxy=(15,218,50,247)
table-row xyxy=(15,1034,625,1107)
table-row xyxy=(15,994,625,1034)
post-count-cell: ০৪টি xyxy=(217,607,267,646)
instruction-text: নিয়োগ সংক্রান্ত বিষয়ে নিয়োগকারী কর্তৃপক্ষের সিদ্ধান্ত চূড়ান্ত বলে গণ্য হবে। xyxy=(31,2352,283,2363)
serial-cell: ২০. xyxy=(15,1107,50,1146)
instruction-item xyxy=(57,1727,625,1739)
table-row xyxy=(15,893,625,944)
post-name-cell: অফিস সহকারী কাম কম্পিউটার মুদ্রাক্ষরিক ৯৩০০-২২৪৯০/- গ্রেড- ১৬তম xyxy=(50,646,217,697)
instruction-text: প্রবেশপত্রসহ পূরণকৃত রঙিন আবেদনপত্রের কপি (Applicant's Copy) এবং ০২ (দুই) কপি রঙিন ছবি; xyxy=(41,2014,376,2025)
instruction-marker: ট. xyxy=(24,2260,31,2270)
post-count-cell: ০৪টি xyxy=(217,325,267,376)
instruction-item xyxy=(24,1201,625,1213)
instruction-text: নিয়োগের ক্ষেত্রে সরকারের বিদ্যমান বিধি-বিধান এবং পরবর্তীতে এ সংক্রান্ত বিধি-বিধানে কোন সংশোধন হলে কর্তৃপক্ষ তা সংশোধনীর ক্ষমতা রাখে। xyxy=(31,1932,519,1942)
instruction-marker: ৯. xyxy=(15,1960,23,1971)
post-name-cell: ইউডিএ কাম ডাটা প্রসেসর ১০২০০-২৪৬৮০/- গ্রেড- ১৪তম xyxy=(50,376,217,427)
instruction-item xyxy=(15,1960,625,1997)
positions-table xyxy=(15,218,625,1165)
post-name-cell: এলডিএ কাম-টাইপিস্ট ৯৩০০-২২৪৯০/- গ্রেড- ১৬তম xyxy=(50,893,217,944)
